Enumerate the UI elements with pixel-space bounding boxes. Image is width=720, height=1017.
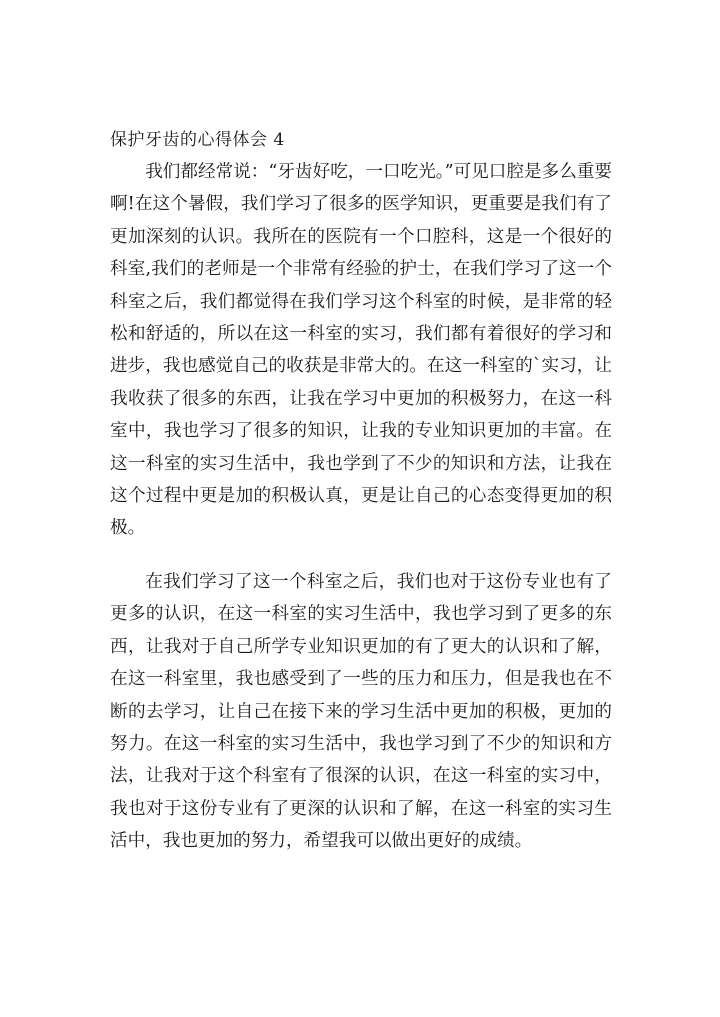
paragraph-2: 在我们学习了这一个科室之后，我们也对于这份专业也有了更多的认识，在这一科室的实习生活中，我也学习到了更多的东西，让我对于自己所学专业知识更加的有了更大的认识和了解，在这一科室里，我也感受到了一些的压力和压力，但是我也在不断的去学习，让自己在接下来的学习生活中更加的积极，更加的努力。在这一科室的实习生活中，我也学习到了不少的知识和方法，让我对于这个科室有了很深的认识，在这一科室的实习中，我也对于这份专业有了更深的认识和了解，在这一科室的实习生活中，我也更加的努力，希望我可以做出更好的成绩。 — [110, 572, 612, 852]
document-title: 保护牙齿的心得体会 4 — [110, 130, 285, 150]
paragraph-1: 我们都经常说：“牙齿好吃，一口吃光。”可见口腔是多么重要啊!在这个暑假，我们学习了很多的医学知识，更重要是我们有了更加深刻的认识。我所在的医院有一个口腔科，这是一个很好的科室,我们的老师是一个非常有经验的护士，在我们学习了这一个科室之后，我们都觉得在我们学习这个科室的时候，是非常的轻松和舒适的，所以在这一科室的实习，我们都有着很好的学习和进步，我也感觉自己的收获是非常大的。在这一科室的`实习，让我收获了很多的东西，让我在学习中更加的积极努力，在这一科室中，我也学习了很多的知识，让我的专业知识更加的丰富。在这一科室的实习生活中，我也学到了不少的知识和方法，让我在这个过程中更是加的积极认真，更是让自己的心态变得更加的积极。 — [110, 162, 612, 539]
